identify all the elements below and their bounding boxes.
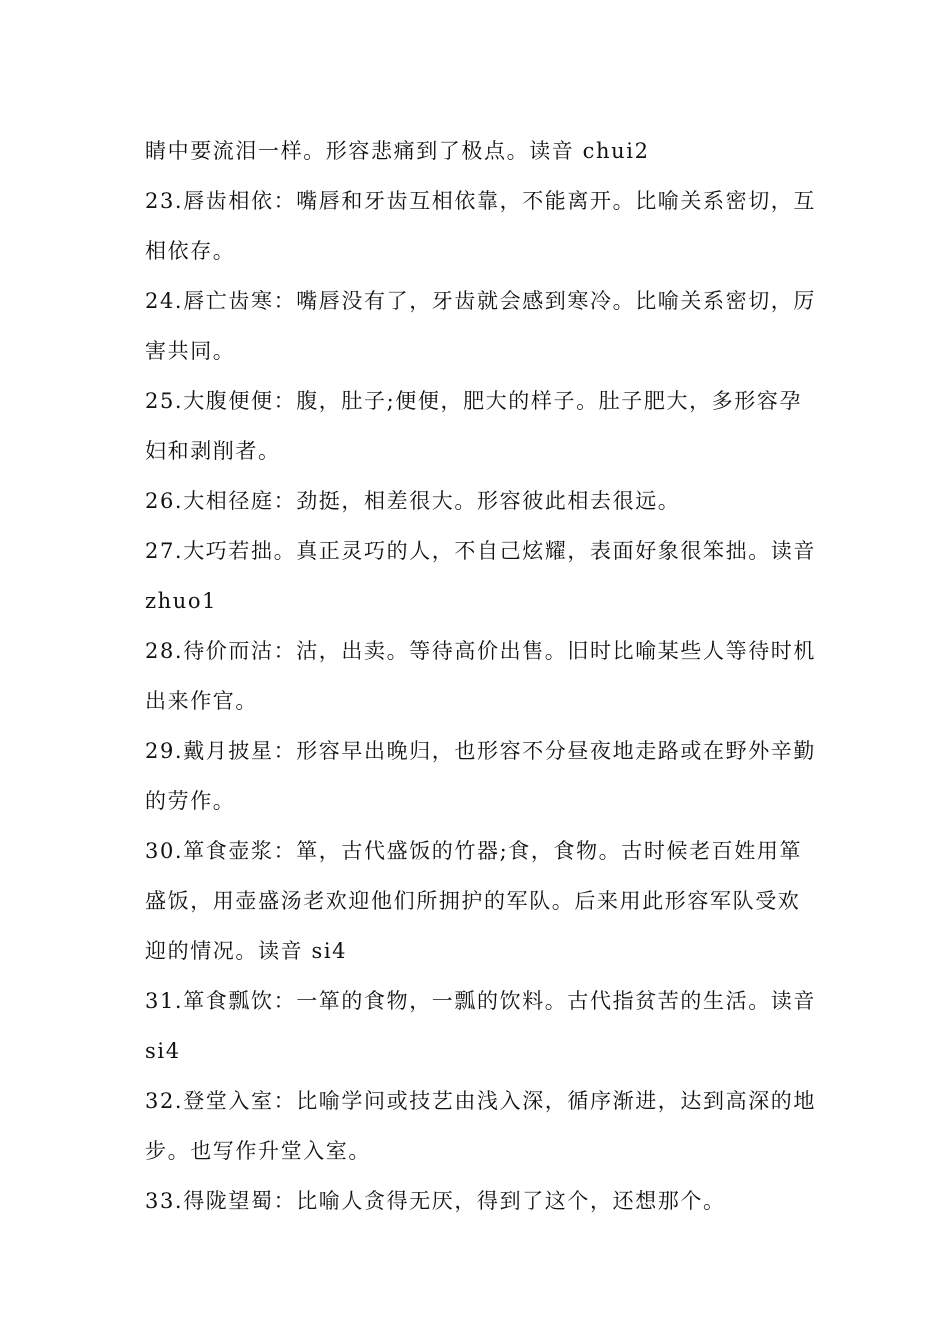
text-line: 31.箪食瓢饮：一箪的食物，一瓢的饮料。古代指贫苦的生活。读音 [145,989,816,1013]
text-line: si4 [145,1039,181,1063]
text-line: 害共同。 [145,339,236,363]
text-line: 32.登堂入室：比喻学问或技艺由浅入深，循序渐进，达到高深的地 [145,1089,816,1113]
text-line: 迎的情况。读音 si4 [145,939,348,963]
text-line: 27.大巧若拙。真正灵巧的人，不自己炫耀，表面好象很笨拙。读音 [145,539,816,563]
text-line: 23.唇齿相依：嘴唇和牙齿互相依靠，不能离开。比喻关系密切，互 [145,189,816,213]
text-line: 妇和剥削者。 [145,439,281,463]
text-line: zhuo1 [145,589,218,613]
text-line: 28.待价而沽：沽，出卖。等待高价出售。旧时比喻某些人等待时机 [145,639,816,663]
text-line: 29.戴月披星：形容早出晚归，也形容不分昼夜地走路或在野外辛勤 [145,739,816,763]
text-line: 24.唇亡齿寒：嘴唇没有了，牙齿就会感到寒冷。比喻关系密切，厉 [145,289,816,313]
text-line: 出来作官。 [145,689,258,713]
text-line: 睛中要流泪一样。形容悲痛到了极点。读音 chui2 [145,139,650,163]
document-body [145,126,816,1226]
text-line: 步。也写作升堂入室。 [145,1139,371,1163]
text-line: 的劳作。 [145,789,236,813]
text-line: 相依存。 [145,239,236,263]
text-line: 30.箪食壶浆：箪，古代盛饭的竹器;食，食物。古时候老百姓用箪 [145,839,803,863]
text-line: 33.得陇望蜀：比喻人贪得无厌，得到了这个，还想那个。 [145,1189,726,1213]
text-line: 26.大相径庭：劲挺，相差很大。形容彼此相去很远。 [145,489,681,513]
text-line: 25.大腹便便：腹，肚子;便便，肥大的样子。肚子肥大，多形容孕 [145,389,803,413]
text-line: 盛饭，用壶盛汤老欢迎他们所拥护的军队。后来用此形容军队受欢 [145,889,801,913]
